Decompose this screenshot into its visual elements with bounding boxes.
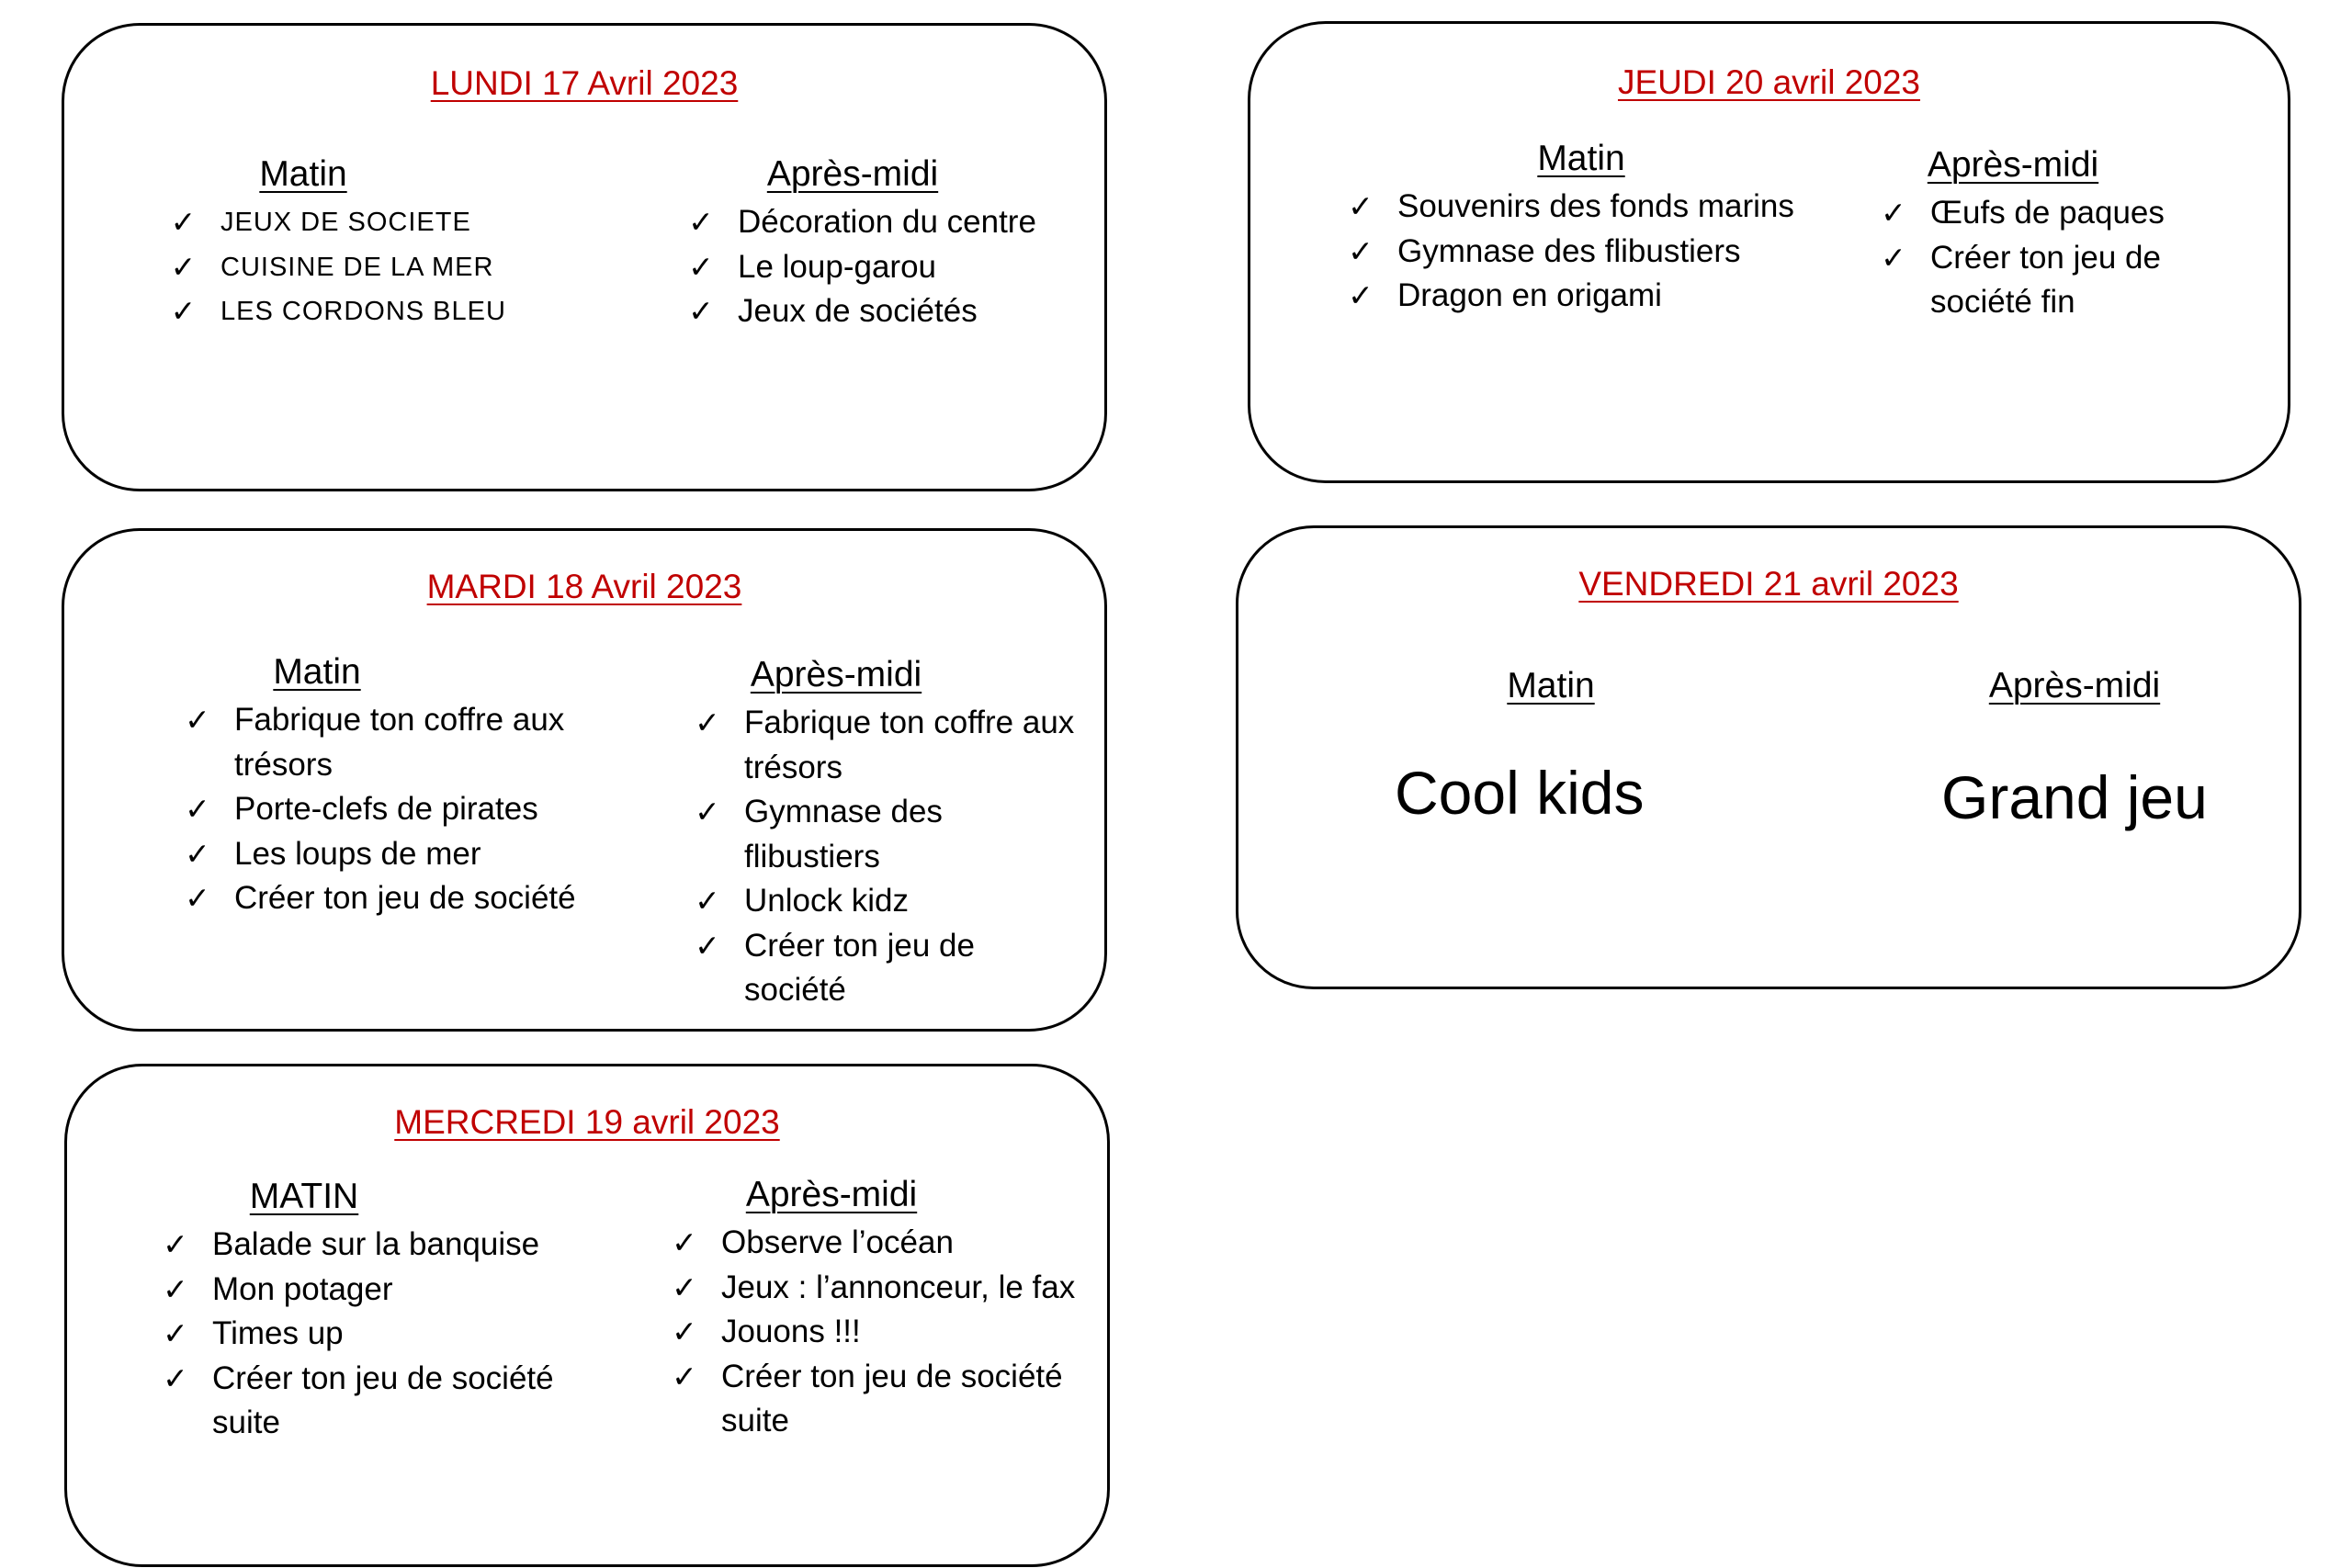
activity-label: Fabrique ton coffre aux trésors bbox=[234, 702, 565, 783]
checkmark-icon: ✓ bbox=[1348, 188, 1374, 224]
morning-column bbox=[1342, 139, 1857, 319]
checkmark-icon: ✓ bbox=[1348, 232, 1374, 269]
list-item bbox=[157, 1223, 580, 1268]
checkmark-icon: ✓ bbox=[672, 1269, 697, 1305]
afternoon-activity-list bbox=[1875, 191, 2233, 325]
checkmark-icon: ✓ bbox=[185, 835, 210, 872]
morning-heading: Matin bbox=[259, 154, 347, 194]
list-item bbox=[179, 698, 611, 787]
day-card-lundi bbox=[62, 23, 1107, 491]
list-item bbox=[1875, 236, 2233, 325]
activity-label: Dragon en origami bbox=[1397, 277, 1662, 313]
activity-label: Gymnase des flibustiers bbox=[744, 794, 943, 874]
afternoon-activity: Grand jeu bbox=[1941, 763, 2208, 831]
list-item bbox=[683, 289, 1096, 334]
list-item bbox=[157, 1357, 580, 1446]
checkmark-icon: ✓ bbox=[672, 1358, 697, 1394]
checkmark-icon: ✓ bbox=[170, 248, 198, 285]
activity-label: Jouons !!! bbox=[721, 1314, 861, 1349]
list-item bbox=[689, 879, 1084, 924]
list-item bbox=[157, 1268, 580, 1313]
list-item bbox=[179, 876, 611, 921]
activity-label: Observe l’océan bbox=[721, 1224, 954, 1260]
afternoon-column bbox=[689, 655, 1084, 1013]
activity-label: Créer ton jeu de société suite bbox=[721, 1358, 1063, 1438]
checkmark-icon: ✓ bbox=[163, 1359, 188, 1396]
checkmark-icon: ✓ bbox=[672, 1224, 697, 1260]
afternoon-column bbox=[683, 154, 1096, 334]
activity-label: Porte-clefs de pirates bbox=[234, 791, 538, 827]
morning-activity: Cool kids bbox=[1395, 759, 1645, 827]
activity-label: Souvenirs des fonds marins bbox=[1397, 188, 1794, 224]
checkmark-icon: ✓ bbox=[688, 204, 714, 240]
morning-activity-list bbox=[165, 200, 551, 334]
activity-label: Balade sur la banquise bbox=[212, 1226, 540, 1262]
morning-column bbox=[165, 154, 551, 334]
checkmark-icon: ✓ bbox=[688, 293, 714, 329]
checkmark-icon: ✓ bbox=[185, 880, 210, 916]
checkmark-icon: ✓ bbox=[1348, 277, 1374, 313]
activity-label: CUISINE DE LA MER bbox=[220, 252, 494, 282]
morning-activity-list bbox=[157, 1223, 580, 1446]
activity-label: Œufs de paques bbox=[1930, 195, 2165, 231]
checkmark-icon: ✓ bbox=[163, 1226, 188, 1262]
activity-label: Fabrique ton coffre aux trésors bbox=[744, 705, 1075, 785]
afternoon-activity-list bbox=[683, 200, 1096, 334]
activity-label: Gymnase des flibustiers bbox=[1397, 232, 1741, 269]
activity-label: Créer ton jeu de société suite bbox=[212, 1359, 554, 1440]
checkmark-icon: ✓ bbox=[695, 927, 720, 964]
morning-heading: MATIN bbox=[249, 1177, 359, 1216]
list-item bbox=[666, 1221, 1089, 1266]
list-item bbox=[179, 832, 611, 877]
afternoon-activity-list bbox=[666, 1221, 1089, 1444]
list-item bbox=[683, 200, 1096, 245]
activity-label: Créer ton jeu de société bbox=[234, 880, 576, 916]
day-title: LUNDI 17 Avril 2023 bbox=[430, 64, 739, 102]
afternoon-heading: Après-midi bbox=[1988, 666, 2161, 705]
list-item bbox=[689, 924, 1084, 1013]
activity-label: Le loup-garou bbox=[738, 248, 936, 285]
morning-column bbox=[157, 1177, 580, 1446]
checkmark-icon: ✓ bbox=[672, 1314, 697, 1349]
activity-label: LES CORDONS BLEU bbox=[220, 297, 506, 326]
afternoon-heading: Après-midi bbox=[1927, 145, 2099, 185]
activity-label: Mon potager bbox=[212, 1270, 393, 1307]
list-item bbox=[1342, 230, 1857, 275]
day-title: MERCREDI 19 avril 2023 bbox=[394, 1103, 780, 1141]
list-item bbox=[1342, 274, 1857, 319]
checkmark-icon: ✓ bbox=[688, 248, 714, 285]
morning-activity-list bbox=[179, 698, 611, 921]
morning-activity-list bbox=[1342, 185, 1857, 319]
day-title: MARDI 18 Avril 2023 bbox=[426, 568, 742, 605]
afternoon-column bbox=[666, 1175, 1089, 1444]
list-item bbox=[666, 1310, 1089, 1355]
day-title: JEUDI 20 avril 2023 bbox=[1617, 63, 1921, 101]
list-item bbox=[666, 1355, 1089, 1444]
activity-label: Créer ton jeu de société bbox=[744, 927, 975, 1008]
list-item bbox=[1342, 185, 1857, 230]
activity-label: Jeux : l’annonceur, le fax bbox=[721, 1269, 1076, 1305]
checkmark-icon: ✓ bbox=[163, 1270, 188, 1307]
checkmark-icon: ✓ bbox=[695, 705, 720, 740]
checkmark-icon: ✓ bbox=[1881, 195, 1906, 231]
morning-heading: Matin bbox=[1537, 139, 1625, 178]
morning-heading: Matin bbox=[1507, 666, 1595, 705]
afternoon-heading: Après-midi bbox=[745, 1175, 918, 1214]
checkmark-icon: ✓ bbox=[163, 1315, 188, 1351]
day-card-vendredi bbox=[1236, 525, 2301, 989]
afternoon-activity-list bbox=[689, 701, 1084, 1013]
day-card-mercredi bbox=[64, 1064, 1110, 1567]
activity-label: Times up bbox=[212, 1315, 344, 1351]
day-card-mardi bbox=[62, 528, 1107, 1032]
morning-column bbox=[179, 652, 611, 921]
activity-label: Décoration du centre bbox=[738, 204, 1036, 240]
list-item bbox=[1875, 191, 2233, 236]
activity-label: Créer ton jeu de société fin bbox=[1930, 239, 2161, 320]
activity-label: Jeux de sociétés bbox=[738, 293, 978, 329]
checkmark-icon: ✓ bbox=[185, 791, 210, 827]
afternoon-column bbox=[1875, 145, 2233, 325]
checkmark-icon: ✓ bbox=[170, 293, 198, 329]
checkmark-icon: ✓ bbox=[1881, 239, 1906, 276]
activity-label: Les loups de mer bbox=[234, 835, 481, 872]
checkmark-icon: ✓ bbox=[695, 794, 720, 829]
afternoon-heading: Après-midi bbox=[750, 655, 922, 694]
afternoon-heading: Après-midi bbox=[766, 154, 939, 194]
list-item bbox=[683, 245, 1096, 290]
list-item bbox=[666, 1266, 1089, 1311]
list-item bbox=[689, 701, 1084, 790]
list-item bbox=[157, 1312, 580, 1357]
list-item bbox=[179, 787, 611, 832]
activity-label: Unlock kidz bbox=[744, 883, 909, 919]
list-item bbox=[165, 289, 551, 334]
day-card-jeudi bbox=[1248, 21, 2290, 483]
checkmark-icon: ✓ bbox=[170, 204, 198, 240]
list-item bbox=[165, 245, 551, 290]
activity-label: JEUX DE SOCIETE bbox=[220, 208, 471, 237]
morning-heading: Matin bbox=[273, 652, 361, 692]
day-title: VENDREDI 21 avril 2023 bbox=[1578, 565, 1959, 603]
checkmark-icon: ✓ bbox=[185, 702, 210, 738]
list-item bbox=[165, 200, 551, 245]
list-item bbox=[689, 790, 1084, 879]
checkmark-icon: ✓ bbox=[695, 883, 720, 919]
